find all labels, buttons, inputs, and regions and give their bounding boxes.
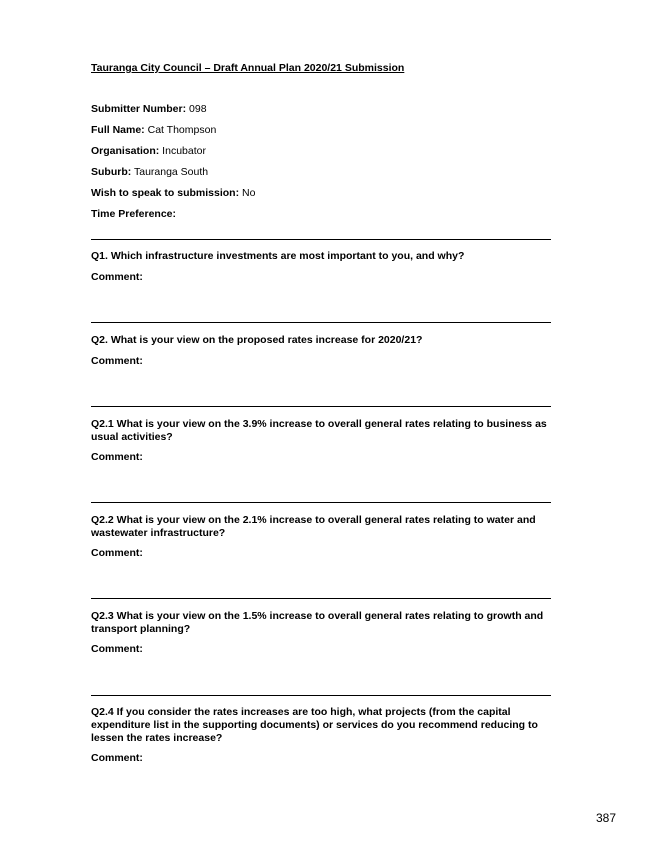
suburb-field (91, 166, 208, 179)
comment-label-q2-1: Comment: (91, 451, 143, 463)
speak-to-submission-value: No (239, 187, 256, 199)
comment-label-q2-4: Comment: (91, 752, 143, 764)
submitter-number-field (91, 103, 207, 116)
suburb-label: Suburb: (91, 166, 132, 178)
question-q1: Q1. Which infrastructure investments are most important to you, and why? (91, 250, 465, 262)
section-divider (91, 239, 551, 240)
organisation-field (91, 145, 206, 158)
comment-label-q2-2: Comment: (91, 547, 143, 559)
question-q2-2: Q2.2 What is your view on the 2.1% increase to overall general rates relating to water and wastewater infrastructure? (91, 514, 536, 539)
organisation-label: Organisation: (91, 145, 160, 157)
submitter-number-label: Submitter Number: (91, 103, 187, 115)
time-preference-field (91, 208, 176, 221)
question-q2-4: Q2.4 If you consider the rates increases are too high, what projects (from the capital expenditure list in the supporting documents) or services do you recommend reducing to lessen the rates increase? (91, 706, 538, 744)
question-q2: Q2. What is your view on the proposed rates increase for 2020/21? (91, 334, 423, 346)
time-preference-label: Time Preference: (91, 208, 177, 220)
document-title: Tauranga City Council – Draft Annual Plan 2020/21 Submission (91, 62, 405, 74)
section-divider (91, 598, 551, 599)
speak-to-submission-label: Wish to speak to submission: (91, 187, 240, 199)
question-q2-3: Q2.3 What is your view on the 1.5% increase to overall general rates relating to growth and transport planning? (91, 610, 544, 635)
section-divider (91, 502, 551, 503)
page-number: 387 (595, 811, 616, 825)
full-name-field (91, 124, 216, 137)
section-divider (91, 322, 551, 323)
comment-label-q2-3: Comment: (91, 643, 143, 655)
full-name-label: Full Name: (91, 124, 145, 136)
section-divider (91, 695, 551, 696)
organisation-value: Incubator (159, 145, 206, 157)
suburb-value: Tauranga South (131, 166, 209, 178)
submitter-number-value: 098 (186, 103, 207, 115)
comment-label-q2: Comment: (91, 355, 143, 367)
comment-label-q1: Comment: (91, 271, 143, 283)
full-name-value: Cat Thompson (144, 124, 217, 136)
question-q2-1: Q2.1 What is your view on the 3.9% increase to overall general rates relating to business as usual activities? (91, 418, 547, 443)
speak-to-submission-field (91, 187, 255, 200)
section-divider (91, 406, 551, 407)
